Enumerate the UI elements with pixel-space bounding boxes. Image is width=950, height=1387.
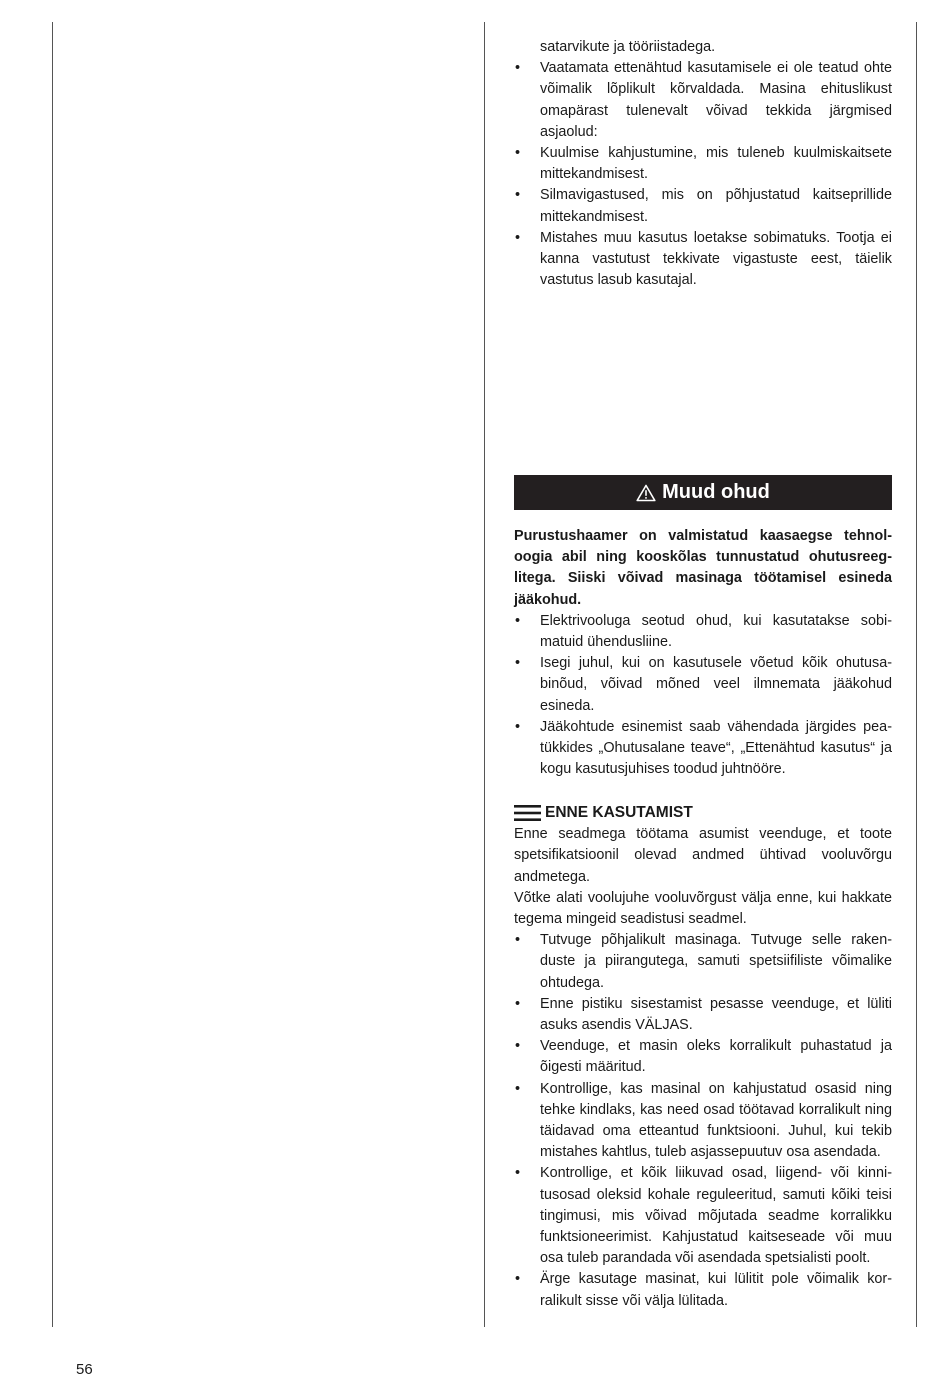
- center-divider-line: [484, 22, 485, 1327]
- list-item: • Mistahes muu kasutus loetakse sobimatuks. Tootja ei kanna vastutust tekkivate vigastuste eest, täielik vastutus lasub kasutajal.: [514, 228, 892, 292]
- list-item: • Enne pistiku sisestamist pesasse veenduge, et lüliti asuks asendis VÄLJAS.: [514, 994, 892, 1036]
- list-item: • Jääkohtude esinemist saab vähendada järgides peatükkides „Ohutusalane teave“, „Ettenähtud kasutus“ ja kogu kasutusjuhises toodud juhtnööre.: [514, 717, 892, 781]
- bullet-list: [514, 58, 892, 291]
- bullet-list: [514, 611, 892, 781]
- intended-use-continuation: [514, 37, 892, 291]
- menu-lines-icon: [514, 804, 541, 822]
- list-item: • Silmavigastused, mis on põhjustatud kaitseprillide mittekandmisest.: [514, 185, 892, 227]
- page-number: 56: [76, 1361, 93, 1378]
- continuation-text: satarvikute ja tööriistadega.: [540, 39, 716, 55]
- list-item: • Veenduge, et masin oleks korralikult puhastatud ja õigesti määritud.: [514, 1036, 892, 1078]
- warning-triangle-icon: [636, 484, 656, 502]
- section-title: ENNE KASUTAMIST: [545, 804, 693, 821]
- section-title: Muud ohud: [662, 481, 770, 503]
- list-item: • Kontrollige, et kõik liikuvad osad, liigend- või kinnitusosad oleksid kohale reguleeritud, samuti kõiki teisi tingimusi, mis võivad mõjutada seadme korralikku funktsioneerimist. Kahjustatud kaitseseade või muu osa tuleb parandada või asendada spetsialisti poolt.: [514, 1163, 892, 1269]
- bullet-list: [514, 930, 892, 1312]
- list-item: • Elektrivooluga seotud ohud, kui kasutatakse sobimatuid ühendusliine.: [514, 611, 892, 653]
- before-use-section: [514, 802, 892, 1312]
- list-item: • Isegi juhul, kui on kasutusele võetud kõik ohutusabinõud, võivad mõned veel ilmnemata jääkohud esineda.: [514, 653, 892, 717]
- section-heading: [514, 802, 892, 823]
- list-item: • Tutvuge põhjalikult masinaga. Tutvuge selle rakenduste ja piirangutega, samuti spetsiifiliste võimalike ohtudega.: [514, 930, 892, 994]
- list-item: • Kontrollige, kas masinal on kahjustatud osasid ning tehke kindlaks, kas need osad töötavad korralikult ning täidavad oma etteantud funktsiooni. Juhul, kui tekib mistahes kahtlus, tuleb asjassepuutuv osa asendada.: [514, 1079, 892, 1164]
- list-item: • Ärge kasutage masinat, kui lülitit pole võimalik korralikult sisse või välja lülitada.: [514, 1269, 892, 1311]
- paragraph: Enne seadmega töötama asumist veenduge, et toote spetsifikatsioonil olevad andmed ühtivad vooluvõrgu andmetega.: [514, 826, 892, 885]
- right-margin-line: [916, 22, 917, 1327]
- left-margin-line: [52, 22, 53, 1327]
- list-item: • Kuulmise kahjustumine, mis tuleneb kuulmiskaitsete mittekandmisest.: [514, 143, 892, 185]
- list-item: • Vaatamata ettenähtud kasutamisele ei ole teatud ohte võimalik lõplikult kõrvaldada. Masina ehituslikust omapärast tulenevalt võivad tekkida järgmised asjaolud:: [514, 58, 892, 143]
- other-hazards-section: [514, 526, 892, 780]
- paragraph: Võtke alati voolujuhe vooluvõrgust välja enne, kui hakkate tegema mingeid seadistusi seadmel.: [514, 889, 892, 928]
- intro-paragraph: Purustushaamer on valmistatud kaasaegse tehnoloogia abil ning kooskõlas tunnustatud ohutusreeglitega. Siiski võivad masinaga töötamisel esineda jääkohud.: [514, 528, 892, 608]
- section-banner-other-hazards: [514, 475, 892, 510]
